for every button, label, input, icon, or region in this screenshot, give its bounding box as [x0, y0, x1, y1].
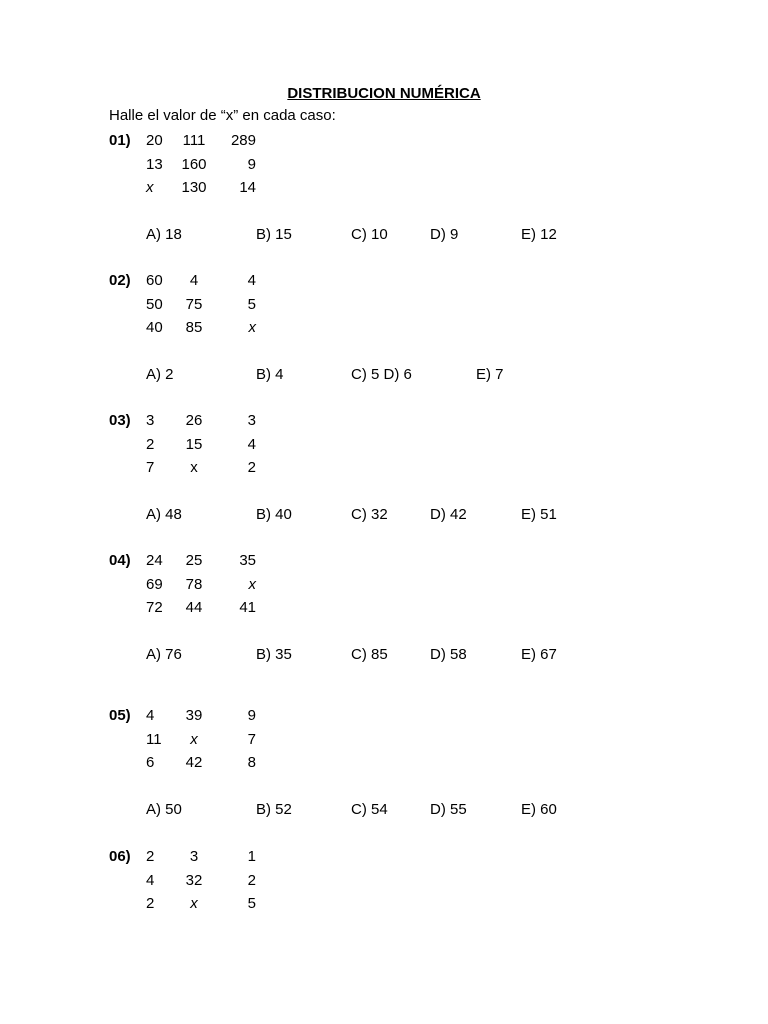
answer-option: D) 9 — [430, 226, 459, 243]
answer-option: D) 58 — [430, 646, 467, 663]
answer-option: E) 51 — [521, 506, 557, 523]
table-cell: 78 — [185, 575, 203, 593]
problem-number: 03) — [109, 412, 131, 429]
table-cell: 130 — [181, 179, 207, 196]
table-cell: 4 — [146, 871, 155, 889]
answer-option: C) 32 — [351, 506, 388, 523]
problem-number: 04) — [109, 552, 131, 569]
problem-number: 01) — [109, 132, 131, 149]
table-cell: 26 — [185, 412, 203, 429]
table-cell: 1 — [247, 848, 256, 865]
answer-option: C) 5 D) 6 — [351, 366, 412, 383]
table-cell: 5 — [247, 895, 256, 912]
problem-number: 06) — [109, 848, 131, 865]
table-cell: x — [190, 730, 198, 748]
problem-number: 02) — [109, 272, 131, 289]
table-cell: 7 — [146, 459, 155, 476]
table-cell: 2 — [146, 848, 155, 865]
answer-option: B) 15 — [256, 226, 292, 243]
table-cell: 4 — [247, 435, 256, 453]
table-cell: 2 — [247, 871, 256, 889]
table-cell: 289 — [230, 132, 256, 149]
table-cell: 35 — [239, 552, 256, 569]
answer-option: A) 50 — [146, 801, 182, 818]
table-cell: 25 — [185, 552, 203, 569]
table-cell: 4 — [189, 272, 199, 289]
answer-option: D) 42 — [430, 506, 467, 523]
answer-option: E) 12 — [521, 226, 557, 243]
answer-option: D) 55 — [430, 801, 467, 818]
table-cell: 14 — [239, 179, 256, 196]
table-cell: 20 — [146, 132, 163, 149]
table-cell: 7 — [247, 730, 256, 748]
answer-option: B) 4 — [256, 366, 284, 383]
table-cell: 2 — [146, 435, 155, 453]
problem-number: 05) — [109, 707, 131, 724]
answer-option: C) 10 — [351, 226, 388, 243]
instruction-text: Halle el valor de “x” en cada caso: — [109, 107, 336, 124]
page-title: DISTRIBUCION NUMÉRICA — [287, 85, 481, 102]
table-cell: 32 — [185, 871, 203, 889]
table-cell: 9 — [247, 707, 256, 724]
table-cell: 72 — [146, 599, 163, 616]
table-cell: 5 — [247, 295, 256, 313]
table-cell: 4 — [146, 707, 155, 724]
answer-option: B) 35 — [256, 646, 292, 663]
answer-option: A) 2 — [146, 366, 174, 383]
table-cell: 42 — [185, 754, 203, 771]
answer-option: E) 67 — [521, 646, 557, 663]
table-cell: 13 — [146, 155, 163, 173]
table-cell: 39 — [185, 707, 203, 724]
table-cell: 160 — [181, 155, 207, 173]
answer-option: C) 54 — [351, 801, 388, 818]
answer-option: C) 85 — [351, 646, 388, 663]
answer-option: A) 18 — [146, 226, 182, 243]
table-cell: 60 — [146, 272, 163, 289]
table-cell: x — [190, 459, 198, 476]
table-cell: 15 — [185, 435, 203, 453]
table-cell: 69 — [146, 575, 163, 593]
answer-option: E) 60 — [521, 801, 557, 818]
answer-option: B) 40 — [256, 506, 292, 523]
table-cell: 2 — [146, 895, 155, 912]
table-cell: 40 — [146, 319, 163, 336]
table-cell: x — [248, 319, 256, 336]
table-cell: 44 — [185, 599, 203, 616]
answer-option: E) 7 — [476, 366, 504, 383]
table-cell: 111 — [182, 132, 206, 149]
table-cell: 3 — [146, 412, 155, 429]
table-cell: 9 — [247, 155, 256, 173]
table-cell: 6 — [146, 754, 155, 771]
table-cell: 4 — [247, 272, 256, 289]
table-cell: x — [190, 895, 198, 912]
table-cell: 85 — [185, 319, 203, 336]
table-cell: 75 — [185, 295, 203, 313]
table-cell: 8 — [247, 754, 256, 771]
table-cell: 41 — [239, 599, 256, 616]
answer-option: B) 52 — [256, 801, 292, 818]
table-cell: 3 — [189, 848, 199, 865]
answer-option: A) 48 — [146, 506, 182, 523]
answer-option: A) 76 — [146, 646, 182, 663]
table-cell: 11 — [146, 730, 162, 748]
table-cell: 3 — [247, 412, 256, 429]
table-cell: 50 — [146, 295, 163, 313]
table-cell: x — [146, 179, 154, 196]
table-cell: x — [248, 575, 256, 593]
table-cell: 24 — [146, 552, 163, 569]
table-cell: 2 — [247, 459, 256, 476]
